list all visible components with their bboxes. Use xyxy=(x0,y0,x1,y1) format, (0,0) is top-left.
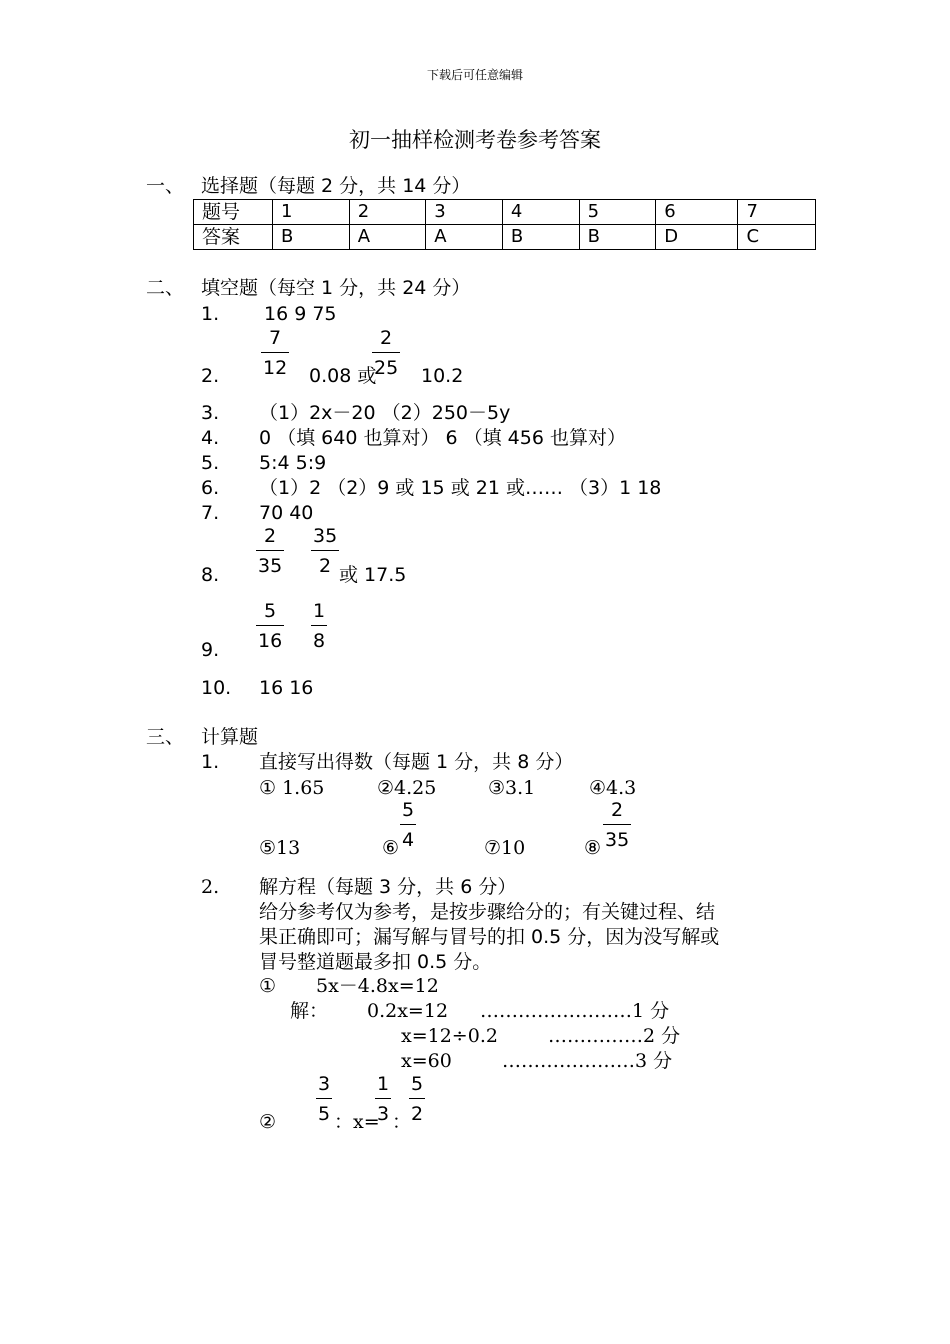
numerator: 2 xyxy=(380,327,393,349)
part1-answer-2: ②4.25 xyxy=(377,777,437,799)
q9-fraction-1 xyxy=(256,599,284,653)
q4-number: 4. xyxy=(201,427,220,449)
part1-answer-6-fraction xyxy=(400,798,416,852)
header-note: 下载后可任意编辑 xyxy=(426,68,523,82)
part1-number: 1. xyxy=(201,751,220,773)
q4-answer: 0 （填 640 也算对） 6 （填 456 也算对） xyxy=(259,427,626,449)
part1-heading: 直接写出得数（每题 1 分，共 8 分） xyxy=(259,751,574,773)
part2-note-line1: 给分参考仅为参考，是按步骤给分的；有关键过程、结 xyxy=(259,901,716,923)
part2-note-line2: 果正确即可；漏写解与冒号的扣 0.5 分，因为没写解或 xyxy=(259,926,720,948)
q3-number: 3. xyxy=(201,402,220,424)
part1-answer-1: ① 1.65 xyxy=(259,777,325,799)
q2-middle: 0.08 或 xyxy=(309,365,377,387)
q5-number: 5. xyxy=(201,452,220,474)
table-cell: 3 xyxy=(426,200,503,225)
part1-answer-7: ⑦10 xyxy=(484,837,526,859)
q2-fraction-1 xyxy=(261,326,289,380)
table-cell: 4 xyxy=(502,200,579,225)
denominator: 25 xyxy=(374,357,399,379)
table-cell: 6 xyxy=(656,200,738,225)
part1-answer-8-prefix: ⑧ xyxy=(584,837,602,859)
answer-table xyxy=(193,199,816,250)
part2-heading: 解方程（每题 3 分，共 6 分） xyxy=(259,876,517,898)
numerator: 1 xyxy=(377,1073,390,1095)
table-cell: 2 xyxy=(349,200,426,225)
table-row xyxy=(194,200,816,225)
step3-score: …………………3 分 xyxy=(502,1050,673,1072)
section3-heading: 计算题 xyxy=(201,726,259,748)
table-cell: B xyxy=(502,225,579,250)
q5-answer: 5:4 5:9 xyxy=(259,452,327,474)
q2-fraction-2 xyxy=(372,326,400,380)
table-row xyxy=(194,225,816,250)
table-cell: A xyxy=(349,225,426,250)
table-cell: D xyxy=(656,225,738,250)
section3-number: 三、 xyxy=(146,726,185,748)
table-cell: 5 xyxy=(579,200,656,225)
part1-answer-8-fraction xyxy=(603,798,631,852)
numerator: 5 xyxy=(264,600,277,622)
equation2-fraction-1 xyxy=(316,1072,332,1126)
part1-answer-6-prefix: ⑥ xyxy=(382,837,400,859)
part2-note-line3: 冒号整道题最多扣 0.5 分。 xyxy=(259,951,492,973)
numerator: 3 xyxy=(318,1073,331,1095)
equation2-fraction-3 xyxy=(409,1072,425,1126)
section2-number: 二、 xyxy=(146,277,185,299)
table-cell: C xyxy=(738,225,816,250)
table-row-label: 题号 xyxy=(194,200,273,225)
solve-label: 解： xyxy=(290,1000,329,1022)
equation2-label: ② xyxy=(259,1111,277,1133)
q8-tail: 或 17.5 xyxy=(339,564,407,586)
section2-heading: 填空题（每空 1 分，共 24 分） xyxy=(201,277,471,299)
part1-answer-5: ⑤13 xyxy=(259,837,301,859)
denominator: 3 xyxy=(377,1103,390,1125)
step3: x=60 xyxy=(401,1050,452,1072)
q6-number: 6. xyxy=(201,477,220,499)
table-cell: 7 xyxy=(738,200,816,225)
q10-answer: 16 16 xyxy=(259,677,314,699)
numerator: 2 xyxy=(611,799,624,821)
part1-answer-3: ③3.1 xyxy=(488,777,536,799)
numerator: 2 xyxy=(264,525,277,547)
q3-answer: （1）2x－20 （2）250－5y xyxy=(259,402,511,424)
denominator: 2 xyxy=(319,555,332,577)
numerator: 5 xyxy=(411,1073,424,1095)
q2-number: 2. xyxy=(201,365,220,387)
section1-heading: 选择题（每题 2 分，共 14 分） xyxy=(201,175,471,197)
part1-answer-4: ④4.3 xyxy=(589,777,637,799)
q8-fraction-2 xyxy=(311,524,339,578)
denominator: 2 xyxy=(411,1103,424,1125)
part2-number: 2. xyxy=(201,876,220,898)
table-cell: 1 xyxy=(273,200,350,225)
denominator: 8 xyxy=(313,630,326,652)
numerator: 5 xyxy=(402,799,415,821)
q7-number: 7. xyxy=(201,502,220,524)
denominator: 5 xyxy=(318,1103,331,1125)
equation1: 5x－4.8x=12 xyxy=(316,975,439,997)
numerator: 7 xyxy=(269,327,282,349)
table-cell: B xyxy=(579,225,656,250)
step2-score: ……………2 分 xyxy=(548,1025,681,1047)
section1-number: 一、 xyxy=(146,175,185,197)
step1: 0.2x=12 xyxy=(367,1000,449,1022)
equation1-label: ① xyxy=(259,975,277,997)
q9-fraction-2 xyxy=(311,599,327,653)
equation2-fraction-2 xyxy=(375,1072,391,1126)
step1-score: ……………………1 分 xyxy=(480,1000,670,1022)
q6-answer: （1）2 （2）9 或 15 或 21 或…… （3）1 18 xyxy=(259,477,662,499)
table-cell: A xyxy=(426,225,503,250)
table-row-label: 答案 xyxy=(194,225,273,250)
denominator: 4 xyxy=(402,829,415,851)
equation2-mid: ：x= xyxy=(334,1111,380,1133)
table-cell: B xyxy=(273,225,350,250)
q7-answer: 70 40 xyxy=(259,502,314,524)
denominator: 12 xyxy=(263,357,288,379)
page-title: 初一抽样检测考卷参考答案 xyxy=(349,128,601,152)
equation2-colon: ： xyxy=(392,1111,412,1133)
denominator: 35 xyxy=(258,555,283,577)
q8-fraction-1 xyxy=(256,524,284,578)
numerator: 35 xyxy=(313,525,338,547)
denominator: 35 xyxy=(605,829,630,851)
step2: x=12÷0.2 xyxy=(401,1025,498,1047)
q1-number: 1. xyxy=(201,303,220,325)
numerator: 1 xyxy=(313,600,326,622)
q9-number: 9. xyxy=(201,639,220,661)
q8-number: 8. xyxy=(201,564,220,586)
q2-tail: 10.2 xyxy=(421,365,464,387)
denominator: 16 xyxy=(258,630,283,652)
q10-number: 10. xyxy=(201,677,232,699)
q1-answer: 16 9 75 xyxy=(264,303,337,325)
